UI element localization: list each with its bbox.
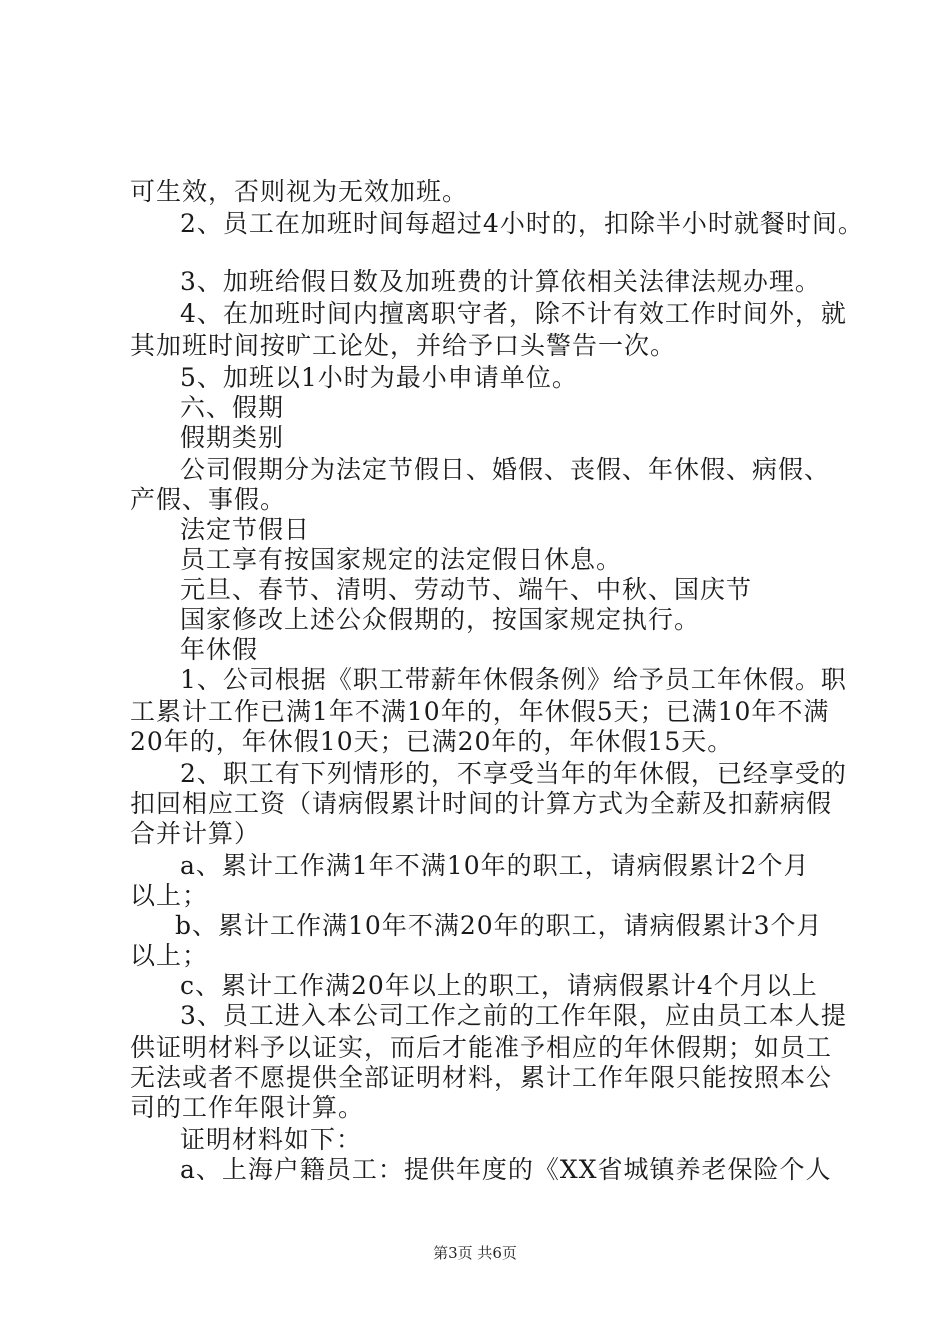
list-item: b、累计工作满10年不满20年的职工，请病假累计3个月 (175, 911, 823, 940)
text-line: 产假、事假。 (130, 485, 287, 514)
list-item: a、上海户籍员工：提供年度的《XX省城镇养老保险个人 (180, 1155, 832, 1184)
text-line: 4、在加班时间内擅离职守者，除不计有效工作时间外，就 (180, 299, 847, 328)
section-heading: 六、假期 (180, 393, 285, 422)
list-item: c、累计工作满20年以上的职工，请病假累计4个月以上 (180, 971, 818, 1000)
text-line: 以上； (130, 881, 209, 910)
text-line: 员工享有按国家规定的法定假日休息。 (180, 545, 623, 574)
text-line: 3、员工进入本公司工作之前的工作年限，应由员工本人提 (180, 1001, 847, 1030)
text-line: 无法或者不愿提供全部证明材料，累计工作年限只能按照本公 (130, 1063, 833, 1092)
text-line: 1、公司根据《职工带薪年休假条例》给予员工年休假。职 (180, 665, 847, 694)
text-line: 公司假期分为法定节假日、婚假、丧假、年休假、病假、 (180, 455, 831, 484)
text-line: 司的工作年限计算。 (130, 1093, 365, 1122)
text-line: 元旦、春节、清明、劳动节、端午、中秋、国庆节 (180, 575, 753, 604)
subsection-heading: 法定节假日 (180, 515, 311, 544)
subsection-heading: 年休假 (180, 635, 259, 664)
text-line: 证明材料如下： (180, 1125, 363, 1154)
text-line: 2、职工有下列情形的，不享受当年的年休假，已经享受的 (180, 759, 847, 788)
text-line: 20年的，年休假10天；已满20年的，年休假15天。 (130, 727, 734, 756)
text-line: 供证明材料予以证实，而后才能准予相应的年休假期；如员工 (130, 1033, 833, 1062)
page-number-footer: 第3页 共6页 (433, 1244, 517, 1262)
text-line: 3、加班给假日数及加班费的计算依相关法律法规办理。 (180, 267, 821, 296)
text-line: 可生效，否则视为无效加班。 (130, 177, 469, 206)
text-line: 国家修改上述公众假期的，按国家规定执行。 (180, 605, 701, 634)
list-item: a、累计工作满1年不满10年的职工，请病假累计2个月 (180, 851, 810, 880)
text-line: 工累计工作已满1年不满10年的，年休假5天；已满10年不满 (130, 697, 830, 726)
subsection-heading: 假期类别 (180, 423, 285, 452)
text-line: 其加班时间按旷工论处，并给予口头警告一次。 (130, 331, 677, 360)
text-line: 以上； (130, 941, 209, 970)
text-line: 合并计算） (130, 819, 261, 848)
text-line: 扣回相应工资（请病假累计时间的计算方式为全薪及扣薪病假 (130, 789, 833, 818)
text-line: 2、员工在加班时间每超过4小时的，扣除半小时就餐时间。 (180, 209, 864, 238)
text-line: 5、加班以1小时为最小申请单位。 (180, 363, 578, 392)
